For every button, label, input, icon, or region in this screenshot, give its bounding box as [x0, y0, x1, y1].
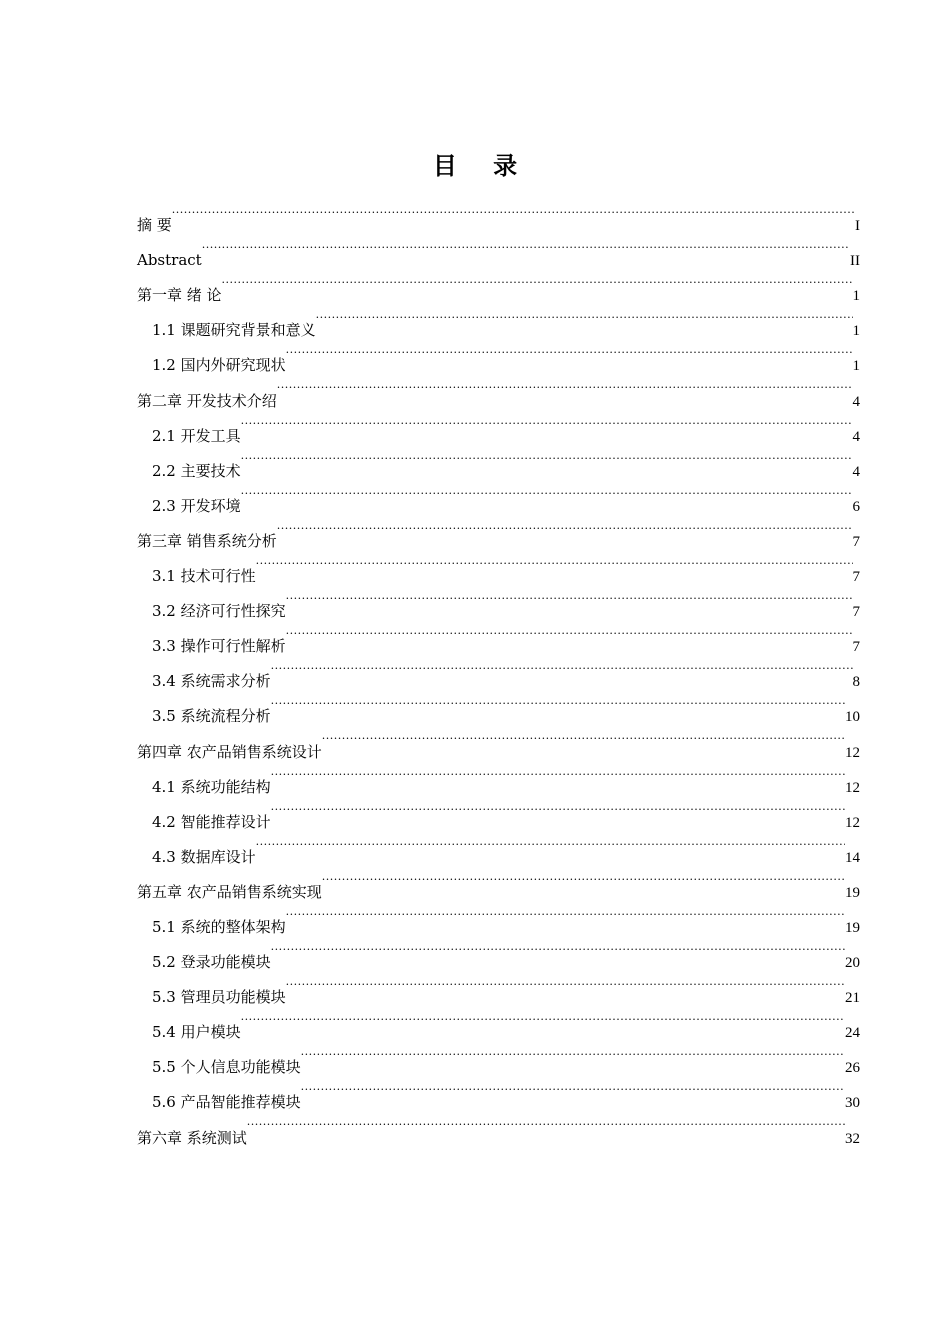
toc-entry-page-number: 19 — [845, 919, 860, 936]
toc-entry[interactable] — [137, 1002, 860, 1042]
toc-entry-page-number: 30 — [845, 1095, 860, 1112]
toc-dot-leader — [286, 967, 845, 1002]
toc-dot-leader — [247, 1107, 845, 1142]
toc-entry-page-number: 6 — [852, 498, 860, 515]
toc-entry-label: 4.3 数据库设计 — [152, 847, 256, 866]
toc-dot-leader — [286, 897, 845, 932]
toc-dot-leader — [241, 406, 853, 441]
toc-entry-label: 3.4 系统需求分析 — [152, 672, 271, 691]
toc-entry-label: 第五章 农产品销售系统实现 — [137, 882, 322, 901]
toc-dot-leader — [241, 441, 853, 476]
toc-dot-leader — [277, 511, 853, 546]
toc-dot-leader — [286, 616, 853, 651]
toc-entry-label: 摘 要 — [137, 216, 172, 235]
toc-entry-label: 3.2 经济可行性探究 — [152, 602, 286, 621]
toc-entry-label: 4.2 智能推荐设计 — [152, 812, 271, 831]
toc-entry[interactable] — [137, 230, 860, 270]
toc-entry-page-number: 7 — [852, 604, 860, 621]
toc-entry-page-number: 21 — [845, 990, 860, 1007]
toc-list — [137, 195, 860, 1147]
toc-entry-label: 3.3 操作可行性解析 — [152, 637, 286, 656]
toc-dot-leader — [241, 1002, 845, 1037]
toc-entry-page-number: I — [855, 218, 860, 235]
toc-entry[interactable] — [137, 195, 860, 235]
toc-entry[interactable] — [137, 406, 860, 445]
toc-entry-label: 1.1 课题研究背景和意义 — [152, 321, 316, 340]
toc-dot-leader — [322, 721, 845, 756]
toc-entry-page-number: 12 — [845, 814, 860, 831]
toc-entry-label: 第一章 绪 论 — [137, 286, 222, 305]
toc-entry[interactable] — [137, 265, 860, 305]
toc-entry-label: 第二章 开发技术介绍 — [137, 391, 277, 410]
toc-entry[interactable] — [137, 441, 860, 480]
toc-dot-leader — [271, 686, 845, 721]
toc-entry-label: 3.5 系统流程分析 — [152, 707, 271, 726]
toc-entry[interactable] — [137, 511, 860, 550]
toc-entry-page-number: 12 — [845, 779, 860, 796]
toc-entry-page-number: 19 — [845, 884, 860, 901]
toc-dot-leader — [271, 757, 845, 792]
toc-entry-label: 5.1 系统的整体架构 — [152, 917, 286, 936]
toc-entry-page-number: 4 — [852, 463, 860, 480]
toc-dot-leader — [277, 370, 853, 405]
toc-entry-label: 5.2 登录功能模块 — [152, 953, 271, 972]
toc-dot-leader — [301, 1072, 845, 1107]
toc-entry-page-number: 26 — [845, 1060, 860, 1077]
toc-entry-label: 2.3 开发环境 — [152, 496, 241, 515]
toc-dot-leader — [256, 827, 845, 862]
toc-entry-label: 4.1 系统功能结构 — [152, 777, 271, 796]
toc-entry-page-number: 4 — [852, 393, 860, 410]
toc-entry[interactable] — [137, 300, 860, 340]
toc-dot-leader — [322, 862, 845, 897]
toc-entry-page-number: 1 — [852, 323, 860, 340]
toc-entry-page-number: 32 — [845, 1130, 860, 1147]
toc-entry-page-number: 7 — [852, 639, 860, 656]
toc-dot-leader — [301, 1037, 845, 1072]
toc-entry-page-number: 12 — [845, 744, 860, 761]
toc-title: 目 录 — [432, 152, 532, 180]
toc-entry-label: 5.6 产品智能推荐模块 — [152, 1093, 301, 1112]
toc-entry-label: Abstract — [137, 251, 202, 270]
toc-entry-label: 5.4 用户模块 — [152, 1023, 241, 1042]
toc-entry-label: 第六章 系统测试 — [137, 1128, 247, 1147]
toc-entry-label: 2.2 主要技术 — [152, 461, 241, 480]
toc-entry-label: 1.2 国内外研究现状 — [152, 356, 286, 375]
toc-entry-label: 3.1 技术可行性 — [152, 567, 256, 586]
toc-entry-label: 第四章 农产品销售系统设计 — [137, 742, 322, 761]
toc-entry-page-number: 1 — [852, 358, 860, 375]
toc-dot-leader — [202, 230, 850, 265]
toc-entry-label: 2.1 开发工具 — [152, 426, 241, 445]
toc-dot-leader — [222, 265, 853, 300]
toc-dot-leader — [286, 581, 853, 616]
toc-dot-leader — [271, 932, 845, 967]
toc-entry-page-number: 20 — [845, 955, 860, 972]
toc-entry-page-number: 7 — [852, 569, 860, 586]
toc-dot-leader — [271, 651, 853, 686]
toc-entry-label: 第三章 销售系统分析 — [137, 531, 277, 550]
toc-entry-page-number: 7 — [852, 533, 860, 550]
toc-dot-leader — [316, 300, 853, 335]
toc-dot-leader — [241, 476, 853, 511]
toc-entry-page-number: 14 — [845, 849, 860, 866]
toc-entry-page-number: 1 — [852, 288, 860, 305]
toc-entry-page-number: 4 — [852, 428, 860, 445]
toc-entry-page-number: II — [850, 253, 860, 270]
toc-entry-label: 5.5 个人信息功能模块 — [152, 1058, 301, 1077]
toc-entry-page-number: 10 — [845, 709, 860, 726]
toc-entry-page-number: 8 — [852, 674, 860, 691]
toc-dot-leader — [172, 195, 855, 230]
toc-entry-label: 5.3 管理员功能模块 — [152, 988, 286, 1007]
toc-dot-leader — [286, 335, 853, 370]
toc-dot-leader — [256, 546, 853, 581]
toc-entry[interactable] — [137, 1037, 860, 1077]
toc-entry-page-number: 24 — [845, 1025, 860, 1042]
toc-dot-leader — [271, 792, 845, 827]
toc-entry[interactable] — [137, 476, 860, 515]
